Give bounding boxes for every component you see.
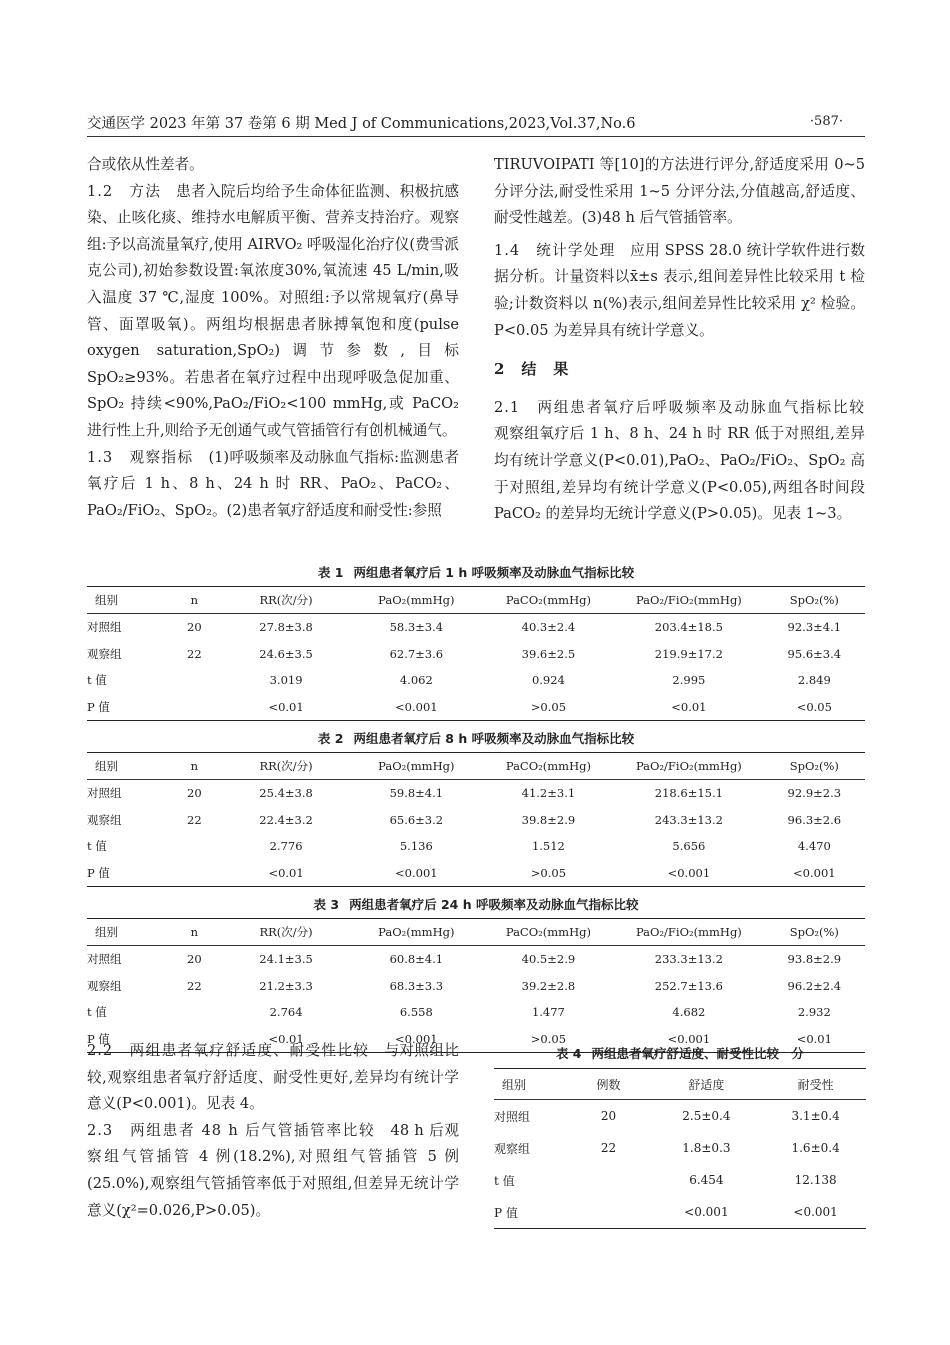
paragraph-intubation [87,1118,459,1224]
table-cell: <0.001 [765,1196,866,1229]
table-1 [87,586,865,721]
running-header [87,110,865,137]
table-row [87,667,865,694]
table-cell: <0.001 [648,1196,766,1229]
table-cell: <0.01 [614,694,764,721]
column-header: SpO₂(%) [764,919,865,946]
section-heading: 1.3 观察指标 [87,448,194,466]
table-cell: 2.776 [269,839,303,854]
table-cell: 1.477 [531,1005,565,1020]
table-cell: 59.8±4.1 [389,786,444,801]
paragraph-text: 48 h 后观察组气管插管 4 例(18.2%),对照组气管插管 5 例(25.0%),观察组气管插管率低于对照组,但差异无统计学意义(χ²=0.026,P>0.05)。 [87,1121,459,1219]
table-cell: 218.6±15.1 [654,786,723,801]
paragraph-text: 患者入院后均给予生命体征监测、积极抗感染、止咳化痰、维持水电解质平衡、营养支持治疗。观察组:予以高流量氧疗,使用 AIRVO₂ 呼吸湿化治疗仪(费雪派克公司),初始参数设置:氧浓度30%,氧流速 45 L/min,吸入温度 37 ℃,湿度 100%。对照组:予以常规氧疗(鼻导管、面罩吸氧)。两组均根据患者脉搏氧饱和度(pulse oxygen saturation,SpO₂)调节参数,目标 SpO₂≥93%。若患者在氧疗过程中出现呼吸急促加重、SpO₂ 持续<90%,PaO₂/FiO₂<100 mmHg,或 PaCO₂ 进行性上升,则给予无创通气或气管插管行有创机械通气。 [87,182,459,439]
column-header: 耐受性 [765,1069,866,1100]
paragraph: 合或依从性差者。 [87,156,204,173]
table-row [87,780,865,807]
table-row [87,694,865,721]
table-cell: 95.6±3.4 [787,646,842,661]
table-row [87,946,865,973]
column-header: 组别 [87,753,167,780]
paragraph-text: 与对照组比较,观察组患者氧疗舒适度、耐受性更好,差异均有统计学意义(P<0.001)。见表 4。 [87,1042,459,1113]
table-cell: t 值 [494,1173,515,1188]
table-cell: <0.001 [350,860,483,887]
table-cell: 96.2±2.4 [787,978,842,993]
table-row [87,833,865,860]
table-cell: 5.656 [672,839,706,854]
section-heading: 2.1 两组患者氧疗后呼吸频率及动脉血气指标比较 [494,398,865,416]
column-header: 舒适度 [648,1069,766,1100]
table-cell: 5.136 [399,839,433,854]
table-caption [87,729,865,747]
table-3 [87,918,865,1053]
table-cell: 4.062 [399,673,433,688]
column-header: 组别 [87,919,167,946]
table-cell: 2.849 [797,673,831,688]
table-cell [167,833,223,860]
table-cell: 20 [600,1109,617,1123]
table-cell: 252.7±13.6 [654,978,723,993]
table-cell [167,999,223,1026]
table-cell: 对照组 [87,620,122,635]
table-cell: 1.512 [531,839,565,854]
table-cell: 68.3±3.3 [389,978,444,993]
table-cell: 60.8±4.1 [389,952,444,967]
paragraph-results [494,395,865,528]
table-cell [167,860,223,887]
table-cell: <0.01 [222,860,350,887]
table-row [494,1196,866,1229]
table-cell [167,667,223,694]
right-column-top [494,152,865,528]
table-cell: 4.682 [672,1005,706,1020]
table-cell: 对照组 [87,952,122,967]
table-cell: 2.5±0.4 [682,1109,731,1123]
table-cell: P 值 [87,860,167,887]
table-cell: 22 [187,812,202,827]
table-cell: 4.470 [797,839,831,854]
table-cell: 12.138 [794,1173,837,1187]
table-cell: 2.995 [672,673,706,688]
column-header: RR(次/分) [222,753,350,780]
column-header: RR(次/分) [222,587,350,614]
table-2 [87,752,865,887]
column-header: n [167,919,223,946]
table-row [87,807,865,834]
table-label: 表 3 [313,897,340,912]
paragraph-indices [87,445,459,525]
paragraph-stats [494,238,865,344]
table-title: 两组患者氧疗后 8 h 呼吸频率及动脉血气指标比较 [353,731,635,746]
table-cell: 20 [187,620,202,635]
table-cell: 观察组 [87,812,122,827]
section-heading: 1.4 统计学处理 [494,241,616,259]
table-cell: 观察组 [87,646,122,661]
table-cell: 20 [187,786,202,801]
table-caption [494,1044,866,1062]
table-caption [87,895,865,913]
table-cell: 40.3±2.4 [521,620,576,635]
section-heading: 2.2 两组患者氧疗舒适度、耐受性比较 [87,1042,370,1059]
journal-info: 交通医学 2023 年第 37 卷第 6 期 Med J of Communications,2023,Vol.37,No.6 [87,116,636,132]
table-cell: <0.01 [222,694,350,721]
table-cell: 20 [187,952,202,967]
table-cell: 93.8±2.9 [787,952,842,967]
column-header: PaO₂/FiO₂(mmHg) [614,753,764,780]
table-cell: 41.2±3.1 [521,786,576,801]
left-column-bottom [87,1038,459,1224]
table-cell: 观察组 [87,978,122,993]
table-cell: 40.5±2.9 [521,952,576,967]
table-cell: >0.05 [483,860,614,887]
column-header: RR(次/分) [222,919,350,946]
table-cell: <0.001 [614,860,764,887]
table-title: 两组患者氧疗舒适度、耐受性比较 分 [591,1046,805,1061]
table-title: 两组患者氧疗后 24 h 呼吸频率及动脉血气指标比较 [349,897,639,912]
table-row [87,999,865,1026]
paragraph-text: 观察组氧疗后 1 h、8 h、24 h 时 RR 低于对照组,差异均有统计学意义(P<0.01),PaO₂、PaO₂/FiO₂、SpO₂ 高于对照组,差异均有统计学意义(P<0.05),两组各时间段 PaCO₂ 的差异均无统计学意义(P>0.05)。见表 1~3。 [494,425,865,523]
table-cell: <0.001 [350,1026,483,1053]
paragraph-methods [87,179,459,445]
table-cell: 22 [187,978,202,993]
paragraph-text: (1)呼吸频率及动脉血气指标:监测患者氧疗后 1 h、8 h、24 h 时 RR、PaO₂、PaCO₂、PaO₂/FiO₂、SpO₂。(2)患者氧疗舒适度和耐受性:参照 [87,448,459,519]
column-header: SpO₂(%) [764,587,865,614]
left-column-top [87,152,459,524]
column-header: PaO₂/FiO₂(mmHg) [614,919,764,946]
table-cell: P 值 [87,694,167,721]
table-cell: <0.05 [764,694,865,721]
table-row [87,614,865,641]
table-row [87,641,865,668]
table-cell: 2.764 [269,1005,303,1020]
table-cell: t 值 [87,1005,107,1020]
column-header: 组别 [494,1069,569,1100]
page-number: ·587· [809,114,843,129]
column-header: n [167,753,223,780]
table-cell: 21.2±3.3 [259,978,313,993]
table-cell: 65.6±3.2 [389,812,444,827]
table-cell: <0.01 [222,1026,350,1053]
table-cell: <0.001 [350,694,483,721]
column-header: SpO₂(%) [764,753,865,780]
table-cell: 2.932 [797,1005,831,1020]
column-header: n [167,587,223,614]
table-cell: 3.019 [269,673,303,688]
table-cell: 1.8±0.3 [682,1141,731,1155]
table-cell: 219.9±17.2 [654,646,723,661]
table-cell: <0.001 [614,1026,764,1053]
table-cell: P 值 [87,1026,167,1053]
table-row [494,1132,866,1164]
table-cell: t 值 [87,839,107,854]
column-header: PaO₂(mmHg) [350,919,483,946]
table-cell: <0.001 [764,860,865,887]
table-cell: 39.2±2.8 [521,978,576,993]
table-cell: 对照组 [494,1109,531,1124]
section-heading: 1.2 方法 [87,182,162,200]
table-cell: 92.9±2.3 [787,786,842,801]
column-header: PaCO₂(mmHg) [483,587,614,614]
table-cell: t 值 [87,673,107,688]
table-cell: 27.8±3.8 [259,620,313,635]
column-header: PaO₂(mmHg) [350,587,483,614]
table-cell [569,1164,647,1196]
table-cell: 25.4±3.8 [259,786,313,801]
table-cell: 22.4±3.2 [259,812,313,827]
section-heading: 2.3 两组患者 48 h 后气管插管率比较 [87,1121,376,1139]
table-cell: 203.4±18.5 [654,620,723,635]
table-row [494,1164,866,1196]
tables-block [87,563,865,1053]
paragraph-comfort [87,1038,459,1118]
table-cell: 3.1±0.4 [791,1109,840,1123]
table-cell: 24.1±3.5 [259,952,313,967]
table-cell: 6.558 [399,1005,433,1020]
table-row [87,860,865,887]
table-row [87,973,865,1000]
table-cell: P 值 [494,1196,569,1229]
section-results-heading: 2 结 果 [494,360,570,379]
column-header: 组别 [87,587,167,614]
table-label: 表 4 [555,1046,582,1061]
table-cell: 39.6±2.5 [521,646,576,661]
table-cell: 0.924 [531,673,565,688]
paragraph: TIRUVOIPATI 等[10]的方法进行评分,舒适度采用 0~5 分评分法,耐受性采用 1~5 分评分法,分值越高,舒适度、耐受性越差。(3)48 h 后气管插管率。 [494,156,865,227]
table-cell: 观察组 [494,1141,531,1156]
column-header: PaCO₂(mmHg) [483,753,614,780]
column-header: PaO₂/FiO₂(mmHg) [614,587,764,614]
table-cell [569,1196,647,1229]
table-cell: 1.6±0.4 [791,1141,840,1155]
table-cell: 233.3±13.2 [654,952,723,967]
table-4 [494,1068,866,1229]
table-cell: 对照组 [87,786,122,801]
table-cell: 243.3±13.2 [654,812,723,827]
table-cell: 24.6±3.5 [259,646,313,661]
paragraph-text: 应用 SPSS 28.0 统计学软件进行数据分析。计量资料以x̄±s 表示,组间差异性比较采用 t 检验;计数资料以 n(%)表示,组间差异性比较采用 χ² 检验。P<0.05 为差异具有统计学意义。 [494,241,865,339]
table-cell: >0.05 [483,1026,614,1053]
table-row [494,1100,866,1133]
table-cell: 22 [600,1141,617,1155]
table-label: 表 1 [317,565,344,580]
table-cell [167,694,223,721]
table-cell: >0.05 [483,694,614,721]
table-cell: 96.3±2.6 [787,812,842,827]
table4-block [494,1044,866,1229]
table-cell: <0.01 [764,1026,865,1053]
table-cell: 39.8±2.9 [521,812,576,827]
table-cell: 92.3±4.1 [787,620,842,635]
column-header: PaCO₂(mmHg) [483,919,614,946]
table-title: 两组患者氧疗后 1 h 呼吸频率及动脉血气指标比较 [353,565,635,580]
table-cell: 6.454 [689,1173,724,1187]
column-header: PaO₂(mmHg) [350,753,483,780]
table-cell: 58.3±3.4 [389,620,444,635]
table-label: 表 2 [317,731,344,746]
table-cell: 22 [187,646,202,661]
column-header: 例数 [569,1069,647,1100]
table-cell: 62.7±3.6 [389,646,444,661]
table-caption [87,563,865,581]
